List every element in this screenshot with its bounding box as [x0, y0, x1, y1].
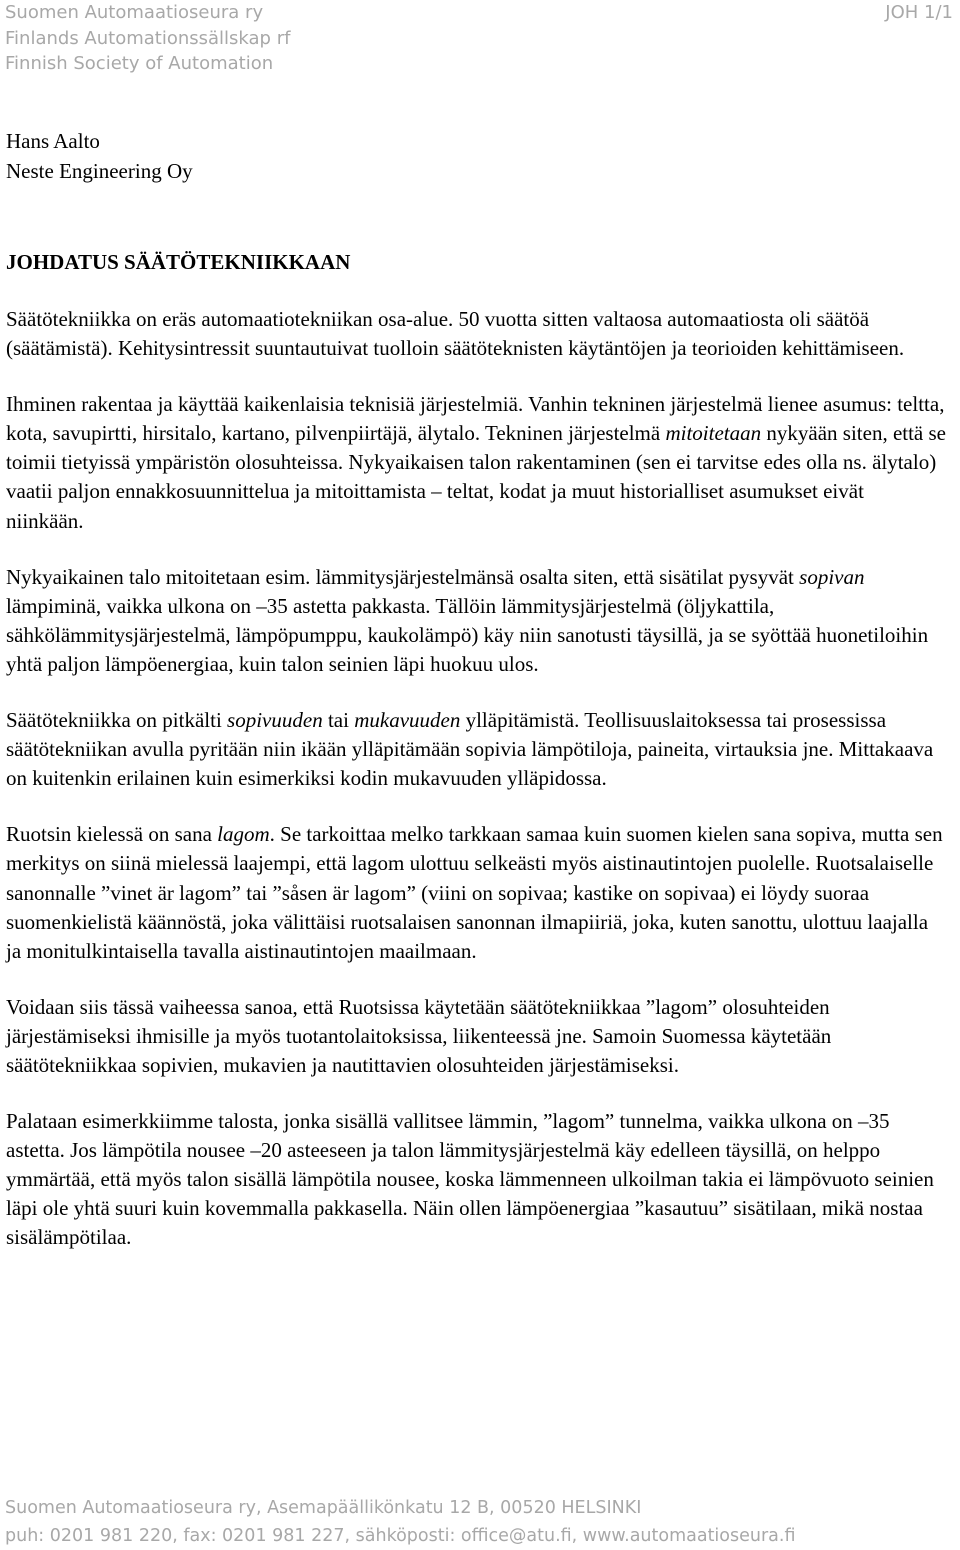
body-paragraph	[6, 820, 946, 965]
body-paragraph	[6, 993, 946, 1080]
text-run: Palataan esimerkkiimme talosta, jonka sisällä vallitsee lämmin, ”lagom” tunnelma, vaikka ulkona on –35 astetta. Jos lämpötila nousee –20 asteeseen ja talon lämmitysjärjestelmä käy edelleen täysillä, on helppo ymmärtää, että myös talon sisällä lämpötila nousee, koska lämmenneen ulkoilman takia ei lämpövuoto seinien läpi ole yhtä suuri kuin kovemmalla pakkasella. Näin ollen lämpöenergiaa ”kasautuu” sisätilaan, mikä nostaa sisälämpötilaa.	[6, 1109, 934, 1250]
text-run: Voidaan siis tässä vaiheessa sanoa, että Ruotsissa käytetään säätötekniikkaa ”lagom” olosuhteiden järjestämiseksi ihmisille ja myös tuotantolaitoksissa, liikenteessä jne. Samoin Suomessa käytetään säätötekniikkaa sopivien, mukavien ja nautittavien olosuhteiden järjestämiseksi.	[6, 994, 832, 1077]
page-reference: JOH 1/1	[885, 2, 953, 23]
author-company: Neste Engineering Oy	[6, 158, 193, 183]
text-run: Nykyaikainen talo mitoitetaan esim. lämmitysjärjestelmänsä osalta siten, että sisätilat pysyvät	[6, 564, 800, 589]
footer-address: Suomen Automaatioseura ry, Asemapäällikönkatu 12 B, 00520 HELSINKI	[5, 1498, 642, 1518]
emphasized-term: mukavuuden	[354, 708, 461, 733]
emphasized-term: lagom	[217, 822, 270, 847]
body-paragraph	[6, 390, 946, 535]
footer-contact: puh: 0201 981 220, fax: 0201 981 227, sähköposti: office@atu.fi, www.automaatioseura.fi	[5, 1526, 796, 1546]
emphasized-term: mitoitetaan	[665, 421, 762, 446]
text-run: nykyään siten, että se toimii tietyissä ympäristön olosuhteissa. Nykyaikaisen talon rakentaminen (sen ei tarvitse edes olla ns. älytalo) vaatii paljon ennakkosuunnittelua ja mitoittamista – teltat, kodat ja muut historialliset asumukset eivät niinkään.	[6, 421, 946, 533]
emphasized-term: sopivuuden	[227, 708, 323, 733]
text-run: . Se tarkoittaa melko tarkkaan samaa kuin suomen kielen sana sopiva, mutta sen merkitys on siinä mielessä laajempi, että lagom ulottuu selkeästi myös aistinautintojen puolelle. Ruotsalaiselle sanonnalle ”vinet är lagom” tai ”såsen är lagom” (viini on sopivaa; kastike on sopivaa) ei löydy suoraa suomenkielistä käännöstä, joka välittäisi ruotsalaisen sanonnan ilmapiiriä, joka, kuten sanottu, ulottuu laajalla ja monitulkintaisella tavalla aistinautintojen maailmaan.	[6, 822, 943, 963]
text-run: tai	[322, 708, 355, 733]
letterhead	[5, 0, 290, 77]
body-paragraph	[6, 706, 946, 793]
text-run: lämpiminä, vaikka ulkona on –35 astetta pakkasta. Tällöin lämmitysjärjestelmä (öljykattila, sähkölämmitysjärjestelmä, lämpöpumppu, kaukolämpö) käy niin sanotusti täysillä, ja se syöttää huonetiloihin yhtä paljon lämpöenergiaa, kuin talon seinien läpi huokuu ulos.	[6, 593, 929, 676]
text-run: Ruotsin kielessä on sana	[6, 822, 218, 847]
author-name: Hans Aalto	[6, 129, 100, 153]
author-block	[6, 127, 193, 186]
body-paragraph	[6, 1107, 946, 1252]
text-run: ylläpitämistä. Teollisuuslaitoksessa tai prosessissa säätötekniikan avulla pyritään niin ikään ylläpitämään sopivia lämpötiloja, paineita, virtauksia jne. Mittakaava on kuitenkin erilainen kuin esimerkiksi kodin mukavuuden ylläpidossa.	[6, 708, 934, 791]
body-paragraph	[6, 563, 946, 679]
body-text	[6, 305, 946, 1280]
text-run: Ihminen rakentaa ja käyttää kaikenlaisia teknisiä järjestelmiä. Vanhin tekninen järjestelmä lienee asumus: teltta, kota, savupirtti, hirsitalo, kartano, pilvenpiirtäjä, älytalo. Tekninen järjestelmä	[6, 392, 945, 446]
text-run: Säätötekniikka on pitkälti	[6, 708, 228, 733]
footer	[5, 1494, 795, 1550]
org-name-sv: Finlands Automationssällskap rf	[5, 27, 291, 49]
emphasized-term: sopivan	[799, 564, 865, 589]
org-name-fi: Suomen Automaatioseura ry	[5, 2, 264, 23]
document-title: JOHDATUS SÄÄTÖTEKNIIKKAAN	[6, 250, 351, 274]
org-name-en: Finnish Society of Automation	[5, 53, 274, 74]
text-run: Säätötekniikka on eräs automaatiotekniikan osa-alue. 50 vuotta sitten valtaosa automaatiosta oli säätöä (säätämistä). Kehitysintressit suuntautuivat tuolloin säätöteknisten käytäntöjen ja teorioiden kehittämiseen.	[6, 307, 905, 361]
body-paragraph	[6, 305, 946, 363]
